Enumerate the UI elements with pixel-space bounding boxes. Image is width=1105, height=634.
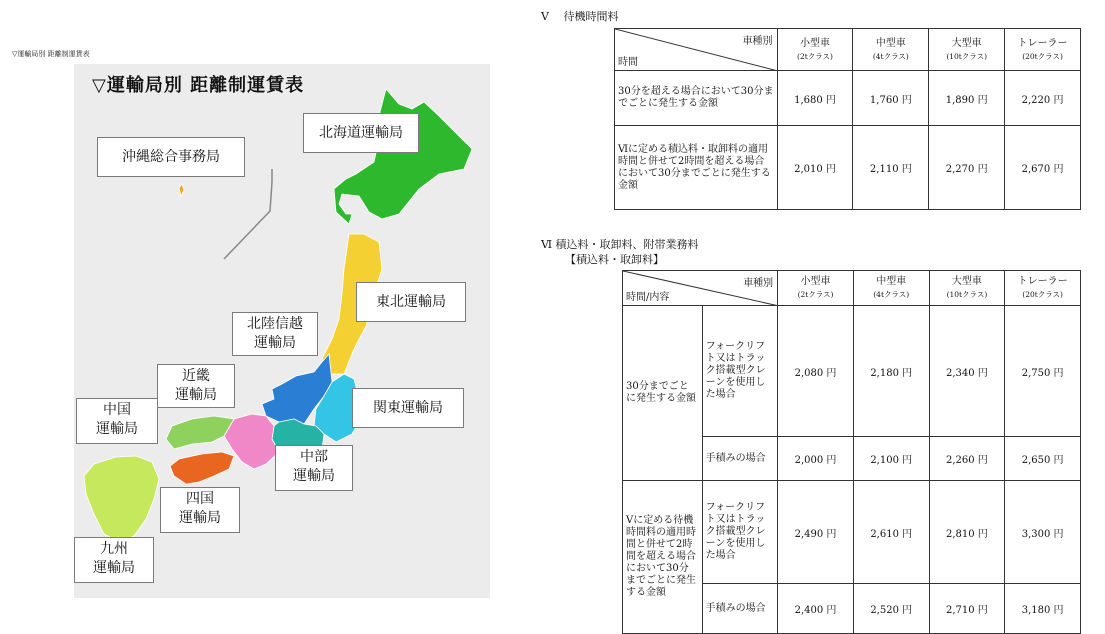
chubu-label-line2: 運輸局: [293, 468, 335, 484]
value-cell: 2,670 円: [1005, 126, 1081, 210]
value-cell: 2,100 円: [853, 437, 929, 481]
header-vehicle-label: 車種別: [743, 278, 774, 289]
section6-subtitle: 【積込料・取卸料】: [565, 253, 664, 266]
kanto-label: 関東運輸局: [352, 388, 464, 428]
value-cell: 2,180 円: [853, 306, 929, 437]
vehicle-header-medium: 中型車 (4tクラス): [853, 29, 929, 71]
value-cell: 1,760 円: [853, 71, 929, 126]
hokuriku-label: [232, 312, 318, 356]
value-cell: 3,180 円: [1005, 584, 1081, 634]
table-row: [623, 306, 1081, 437]
shikoku-label-line2: 運輸局: [179, 510, 221, 526]
header-time-label: 時間/内容: [626, 292, 670, 303]
kyushu-label-line2: 運輸局: [93, 560, 135, 576]
chubu-label-line1: 中部: [300, 449, 328, 465]
diagonal-header-cell: [623, 271, 778, 306]
loading-fee-table: [622, 270, 1081, 634]
value-cell: 1,680 円: [777, 71, 853, 126]
hokkaido-label: 北海道運輸局: [303, 113, 419, 153]
value-cell: 2,750 円: [1005, 306, 1081, 437]
method-label: フォークリフト又はトラック搭載型クレーンを使用した場合: [702, 481, 778, 584]
value-cell: 2,610 円: [853, 481, 929, 584]
value-cell: 2,340 円: [929, 306, 1005, 437]
tohoku-label: 東北運輸局: [356, 282, 466, 322]
section6-title: Ⅵ 積込料・取卸料、附帯業務料: [541, 238, 699, 251]
hokuriku-label-line1: 北陸信越: [247, 316, 303, 332]
chugoku-region: [166, 416, 234, 449]
value-cell: 3,300 円: [1005, 481, 1081, 584]
small-page-title: ▽運輸局別 距離制運賃表: [12, 50, 90, 58]
chugoku-label: [76, 398, 158, 444]
method-label: 手積みの場合: [702, 437, 778, 481]
table-row: [623, 481, 1081, 584]
vehicle-header-small: 小型車 (2tクラス): [778, 271, 854, 306]
group-label: 30分までごとに発生する金額: [623, 306, 703, 481]
kinki-label: [157, 364, 235, 408]
shikoku-label: [160, 487, 240, 533]
method-label: フォークリフト又はトラック搭載型クレーンを使用した場合: [702, 306, 778, 437]
shikoku-label-line1: 四国: [186, 491, 214, 507]
vehicle-header-small: 小型車 (2tクラス): [777, 29, 853, 71]
vehicle-header-trailer: トレーラー (20tクラス): [1005, 29, 1081, 71]
hokuriku-label-line2: 運輸局: [254, 335, 296, 351]
value-cell: 2,710 円: [929, 584, 1005, 634]
hokkaido-region: [334, 89, 472, 224]
value-cell: 2,810 円: [929, 481, 1005, 584]
diagonal-header-cell: [615, 29, 778, 71]
value-cell: 2,520 円: [853, 584, 929, 634]
value-cell: 2,080 円: [778, 306, 854, 437]
okinawa-islands: [179, 184, 184, 196]
table-row: [615, 71, 1081, 126]
value-cell: 2,220 円: [1005, 71, 1081, 126]
okinawa-label: 沖縄総合事務局: [97, 137, 245, 177]
value-cell: 2,270 円: [929, 126, 1005, 210]
value-cell: 2,110 円: [853, 126, 929, 210]
table-row: [615, 126, 1081, 210]
value-cell: 2,000 円: [778, 437, 854, 481]
vehicle-header-medium: 中型車 (4tクラス): [853, 271, 929, 306]
value-cell: 2,490 円: [778, 481, 854, 584]
chugoku-label-line2: 運輸局: [96, 421, 138, 437]
header-vehicle-label: 車種別: [742, 36, 773, 47]
method-label: 手積みの場合: [702, 584, 778, 634]
value-cell: 2,010 円: [777, 126, 853, 210]
shikoku-region: [170, 452, 234, 484]
group-label: Ⅴに定める待機時間料の適用時間と併せて2時間を超える場合において30分までごとに発生する金額: [623, 481, 703, 634]
kinki-label-line1: 近畿: [182, 368, 210, 384]
kinki-label-line2: 運輸局: [175, 387, 217, 403]
kyushu-label-line1: 九州: [100, 541, 128, 557]
row-label: 30分を超える場合において30分までごとに発生する金額: [615, 71, 778, 126]
kyushu-label: [74, 537, 154, 583]
map-heading: ▽運輸局別 距離制運賃表: [92, 75, 305, 96]
value-cell: 2,260 円: [929, 437, 1005, 481]
kyushu-region: [84, 456, 159, 542]
value-cell: 1,890 円: [929, 71, 1005, 126]
value-cell: 2,650 円: [1005, 437, 1081, 481]
value-cell: 2,400 円: [778, 584, 854, 634]
waiting-fee-table: [614, 28, 1081, 210]
row-label: Ⅵに定める積込料・取卸料の適用時間と併せて2時間を超える場合において30分までごとに発生する金額: [615, 126, 778, 210]
header-time-label: 時間: [618, 57, 638, 68]
okinawa-divider-line: [224, 169, 272, 259]
chugoku-label-line1: 中国: [103, 402, 131, 418]
chubu-label: [275, 445, 353, 491]
vehicle-header-trailer: トレーラー (20tクラス): [1005, 271, 1081, 306]
vehicle-header-large: 大型車 (10tクラス): [929, 271, 1005, 306]
table-header-row: [615, 29, 1081, 71]
vehicle-header-large: 大型車 (10tクラス): [929, 29, 1005, 71]
table-header-row: [623, 271, 1081, 306]
section5-title: V 待機時間料: [541, 10, 619, 23]
